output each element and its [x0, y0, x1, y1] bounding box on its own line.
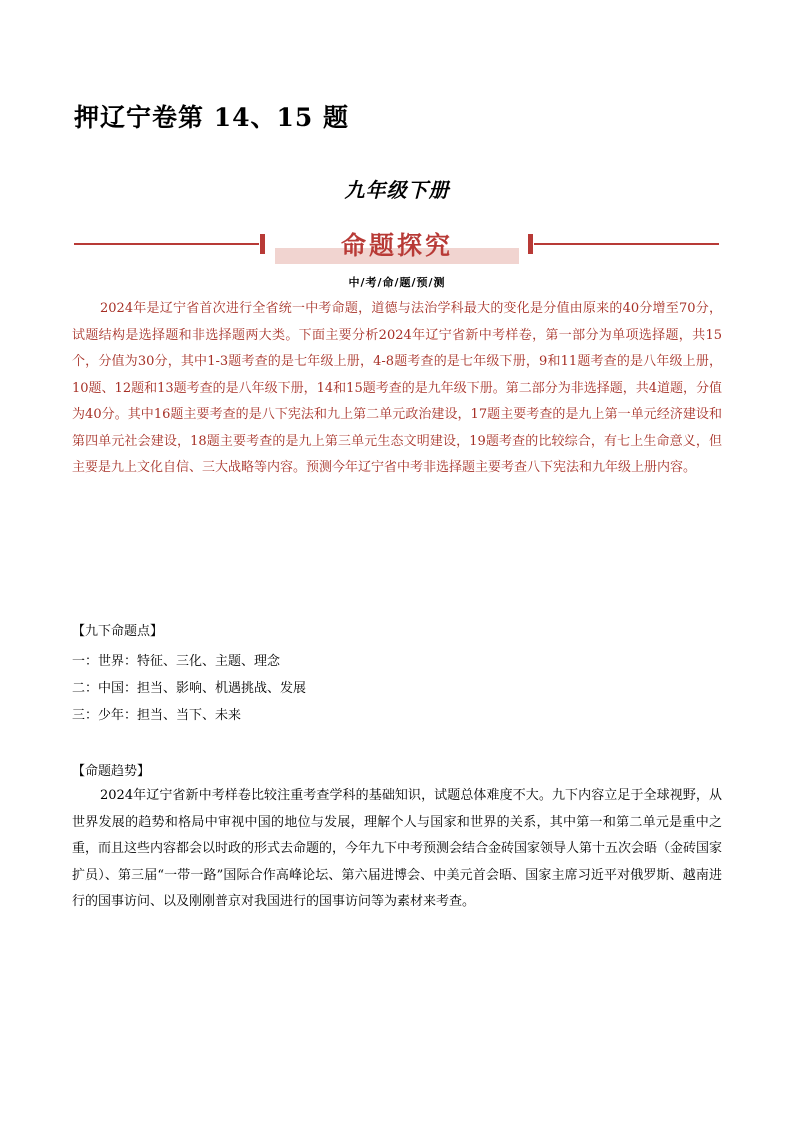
- section-banner: [74, 226, 719, 266]
- banner-title: 命题探究: [340, 231, 453, 260]
- points-heading: 【九下命题点】: [72, 624, 164, 639]
- point-item: 一：世界：特征、三化、主题、理念: [72, 654, 281, 669]
- point-item: 三：少年：担当、当下、未来: [72, 708, 242, 723]
- point-item: 二：中国：担当、影响、机遇挑战、发展: [72, 681, 307, 696]
- trend-paragraph: 2024年辽宁省新中考样卷比较注重考查学科的基础知识，试题总体难度不大。九下内容立足于全球视野，从世界发展的趋势和格局中审视中国的地位与发展，理解个人与国家和世界的关系，其中第一和第二单元是重中之重，而且这些内容都会以时政的形式去命题的，今年九下中考预测会结合金砖国家领导人第十五次会晤（金砖国家扩员）、第三届“一带一路”国际合作高峰论坛、第六届进博会、中美元首会晤、国家主席习近平对俄罗斯、越南进行的国事访问、以及刚刚普京对我国进行的国事访问等为素材来考查。: [72, 788, 723, 909]
- banner-line-right: [534, 243, 719, 245]
- banner-bar-left: [260, 234, 265, 254]
- banner-bar-right: [528, 234, 533, 254]
- page-title: 押辽宁卷第 14、15 题: [74, 103, 349, 132]
- grade-subtitle: 九年级下册: [344, 178, 450, 202]
- banner-line-left: [74, 243, 259, 245]
- banner-tagline: 中/考/命/题/预/测: [348, 276, 446, 289]
- intro-paragraph: 2024年是辽宁省首次进行全省统一中考命题，道德与法治学科最大的变化是分值由原来的40分增至70分，试题结构是选择题和非选择题两大类。下面主要分析2024年辽宁省新中考样卷，第一部分为单项选择题，共15个，分值为30分，其中1-3题考查的是七年级上册，4-8题考查的是七年级下册，9和11题考查的是八年级上册，10题、12题和13题考查的是八年级下册，14和15题考查的是九年级下册。第二部分为非选择题，共4道题，分值为40分。其中16题主要考查的是八下宪法和九上第二单元政治建设，17题主要考查的是九上第一单元经济建设和第四单元社会建设，18题主要考查的是九上第三单元生态文明建设，19题考查的比较综合，有七上生命意义，但主要是九上文化自信、三大战略等内容。预测今年辽宁省中考非选择题主要考查八下宪法和九年级上册内容。: [72, 301, 722, 475]
- banner-plate: [275, 229, 519, 264]
- trend-heading: 【命题趋势】: [72, 764, 151, 779]
